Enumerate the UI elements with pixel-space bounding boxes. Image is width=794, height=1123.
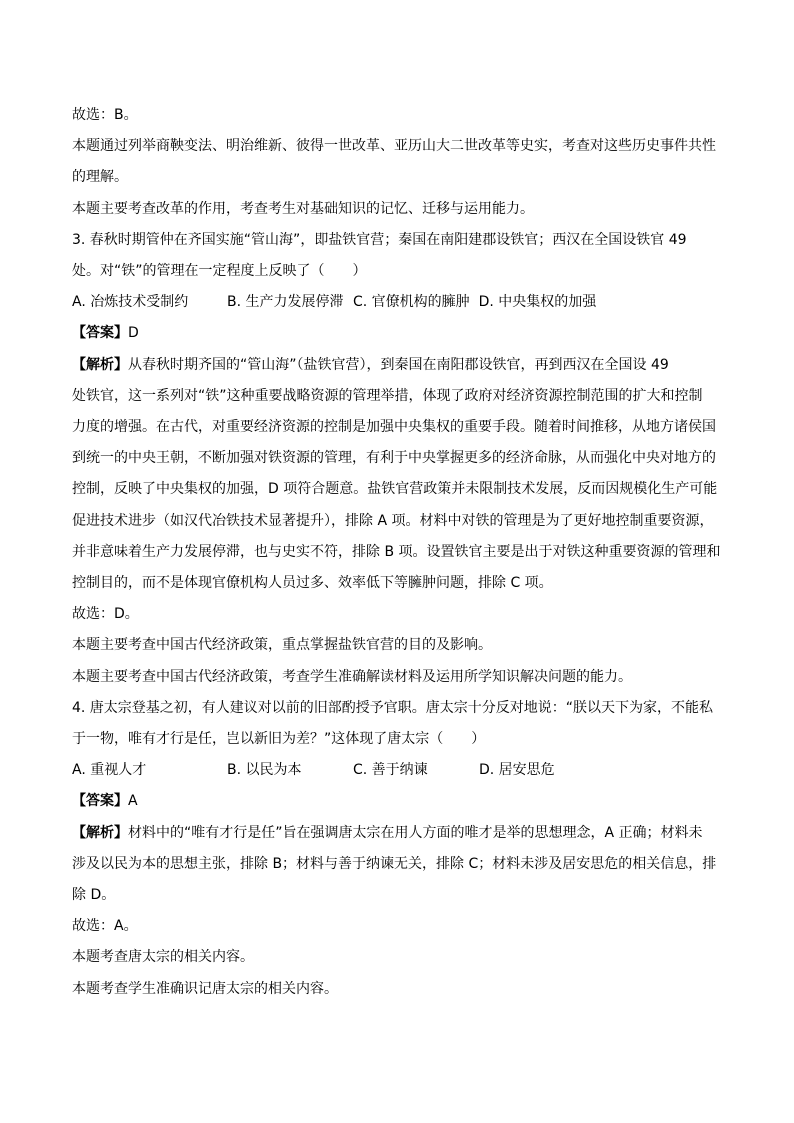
q3-analysis-tag: 【解析】 <box>72 356 128 373</box>
q4-summary-2: 本题考查学生准确识记唐太宗的相关内容。 <box>72 980 338 997</box>
q3-analysis-line-8: 控制目的，而不是体现官僚机构人员过多、效率低下等臃肿问题，排除 C 项。 <box>72 575 553 592</box>
q4-answer-value: A <box>128 793 138 810</box>
q2-choice: 故选：B。 <box>72 107 138 123</box>
q4-options <box>72 755 726 786</box>
q3-analysis-line-4: 到统一的中央王朝，不断加强对铁资源的管理，有利于中央掌握更多的经济命脉，从而强化中央对地方的 <box>72 450 716 467</box>
q3-options <box>72 287 726 318</box>
q4-analysis-text-1: 材料中的“唯有才行是任”旨在强调唐太宗在用人方面的唯才是举的思想理念，A 正确；材料未 <box>128 824 703 841</box>
q4-answer-tag: 【答案】 <box>72 793 128 810</box>
q3-analysis-line-7: 并非意味着生产力发展停滞，也与史实不符，排除 B 项。设置铁官主要是出于对铁这种重要资源的管理和 <box>72 543 721 560</box>
q3-answer <box>72 318 726 349</box>
q2-summary: 本题主要考查改革的作用，考查考生对基础知识的记忆、迁移与运用能力。 <box>72 200 534 217</box>
q3-stem-line-2: 处。对“铁”的管理在一定程度上反映了（ ） <box>72 263 367 280</box>
q3-stem-line-1: 3. 春秋时期管仲在齐国实施“管山海”，即盐铁官营；秦国在南阳建郡设铁官；西汉在全国设铁官 49 <box>72 231 687 248</box>
q3-option-d: D. 中央集权的加强 <box>478 294 597 311</box>
q2-explain-line-1: 本题通过列举商鞅变法、明治维新、彼得一世改革、亚历山大二世改革等史实，考查对这些历史事件共性 <box>72 138 716 155</box>
q4-analysis-tag: 【解析】 <box>72 824 128 841</box>
q4-option-a: A. 重视人才 <box>72 762 147 779</box>
q3-analysis-line-5: 控制，反映了中央集权的加强，D 项符合题意。盐铁官营政策并未限制技术发展，反而因规模化生产可能 <box>72 481 718 498</box>
q4-option-b: B. 以民为本 <box>227 762 302 779</box>
q3-option-a: A. 冶炼技术受制约 <box>72 294 189 311</box>
q2-explain-line-2: 的理解。 <box>72 169 128 186</box>
q3-choice: 故选：D。 <box>72 606 139 623</box>
q3-analysis-text-1: 从春秋时期齐国的“管山海”（盐铁官营），到秦国在南阳郡设铁官，再到西汉在全国设 49 <box>128 356 669 373</box>
q4-answer <box>72 786 726 817</box>
q4-analysis-line-2: 涉及以民为本的思想主张，排除 B；材料与善于纳谏无关，排除 C；材料未涉及居安思危的相关信息，排 <box>72 855 717 872</box>
q4-analysis-line-3: 除 D。 <box>72 887 116 904</box>
q3-answer-tag: 【答案】 <box>72 325 128 342</box>
q3-analysis-line-6: 促进技术进步（如汉代冶铁技术显著提升），排除 A 项。材料中对铁的管理是为了更好地控制重要资源， <box>72 512 714 529</box>
q4-choice: 故选：A。 <box>72 918 138 935</box>
q4-option-d: D. 居安思危 <box>479 762 555 779</box>
document-page <box>72 100 726 1005</box>
q3-summary-2: 本题主要考查中国古代经济政策，考查学生准确解读材料及运用所学知识解决问题的能力。 <box>72 668 632 685</box>
q4-option-c: C. 善于纳谏 <box>353 762 428 779</box>
q3-analysis-line-2: 处铁官，这一系列对“铁”这种重要战略资源的管理举措，体现了政府对经济资源控制范围的扩大和控制 <box>72 387 703 404</box>
q4-analysis-line-1 <box>72 818 726 849</box>
q4-stem-line-2: 于一物，唯有才行是任，岂以新旧为差？”这体现了唐太宗（ ） <box>72 731 486 748</box>
q4-stem-line-1: 4. 唐太宗登基之初，有人建议对以前的旧部酌授予官职。唐太宗十分反对地说：“朕以天下为家，不能私 <box>72 699 714 716</box>
q4-summary-1: 本题考查唐太宗的相关内容。 <box>72 949 254 966</box>
q3-option-c: C. 官僚机构的臃肿 <box>353 294 470 311</box>
q3-analysis-line-1 <box>72 350 726 381</box>
q3-analysis-line-3: 力度的增强。在古代，对重要经济资源的控制是加强中央集权的重要手段。随着时间推移，从地方诸侯国 <box>72 419 716 436</box>
q3-option-b: B. 生产力发展停滞 <box>227 294 344 311</box>
q3-summary-1: 本题主要考查中国古代经济政策，重点掌握盐铁官营的目的及影响。 <box>72 637 492 654</box>
q3-answer-value: D <box>128 325 139 342</box>
